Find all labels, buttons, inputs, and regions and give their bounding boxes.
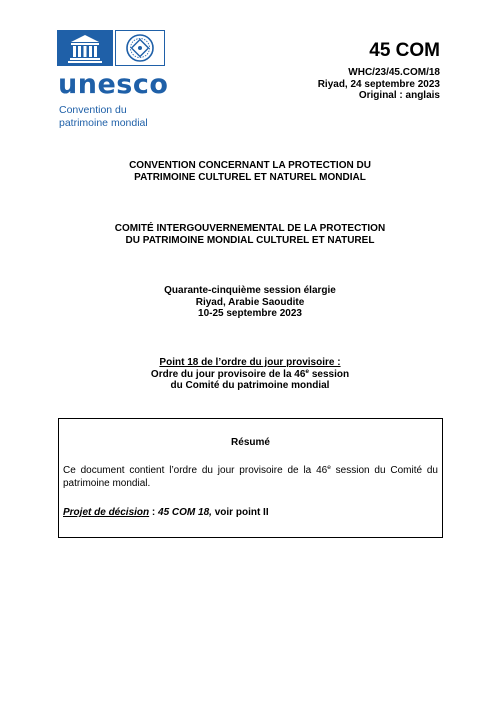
session-info [40, 285, 460, 320]
convention-title [40, 160, 460, 183]
logo-emblem [57, 30, 165, 66]
agenda-item-subject-text: Ordre du jour provisoire de la 46 [150, 368, 306, 380]
convention-title-line2: PATRIMOINE CULTUREL ET NATUREL MONDIAL [134, 171, 366, 183]
committee-title-line1: COMITÉ INTERGOUVERNEMENTAL DE LA PROTECTION [114, 223, 386, 234]
draft-decision-code: 45 COM 18, [158, 507, 212, 518]
agenda-item-committee: du Comité du patrimoine mondial [170, 380, 330, 391]
session-name: Quarante-cinquième session élargie [164, 285, 336, 296]
session-location: Riyad, Arabie Saoudite [195, 296, 305, 308]
draft-decision [63, 507, 269, 518]
document-place-date: Riyad, 24 septembre 2023 [317, 78, 440, 90]
summary-text-end: session du Comité du patrimoine mondial. [63, 465, 438, 489]
document-meta [318, 67, 440, 102]
draft-decision-colon: : [149, 507, 159, 518]
document-code: 45 COM [369, 40, 440, 61]
agenda-item-subject [40, 369, 460, 381]
world-heritage-emblem-icon [115, 30, 165, 66]
document-reference: WHC/23/45.COM/18 [348, 67, 440, 78]
session-dates: 10-25 septembre 2023 [198, 308, 302, 319]
committee-title [40, 223, 460, 246]
agenda-item-subject-text-end: session [309, 368, 350, 380]
summary-text-superscript: e [327, 464, 331, 471]
summary-text-start: Ce document contient l’ordre du jour provisoire de la 46 [63, 465, 328, 476]
unesco-wordmark: unesco [58, 69, 169, 100]
logo-subtitle-line2: patrimoine mondial [59, 117, 148, 129]
summary-text [63, 465, 438, 490]
agenda-item [40, 357, 460, 392]
unesco-temple-icon [57, 30, 113, 66]
agenda-item-superscript: e [305, 367, 310, 375]
logo-subtitle-line1: Convention du [59, 104, 127, 116]
summary-title: Résumé [231, 437, 270, 448]
committee-title-line2: DU PATRIMOINE MONDIAL CULTUREL ET NATUREL [125, 234, 375, 246]
logo-subtitle [59, 104, 148, 130]
convention-title-line1: CONVENTION CONCERNANT LA PROTECTION DU [129, 160, 371, 171]
agenda-item-heading: Point 18 de l’ordre du jour provisoire : [159, 357, 341, 368]
summary-box [58, 418, 443, 538]
draft-decision-label: Projet de décision [63, 507, 150, 518]
draft-decision-reference: voir point II [211, 507, 269, 518]
document-original-language: Original : anglais [358, 90, 440, 101]
unesco-logo [57, 30, 169, 130]
